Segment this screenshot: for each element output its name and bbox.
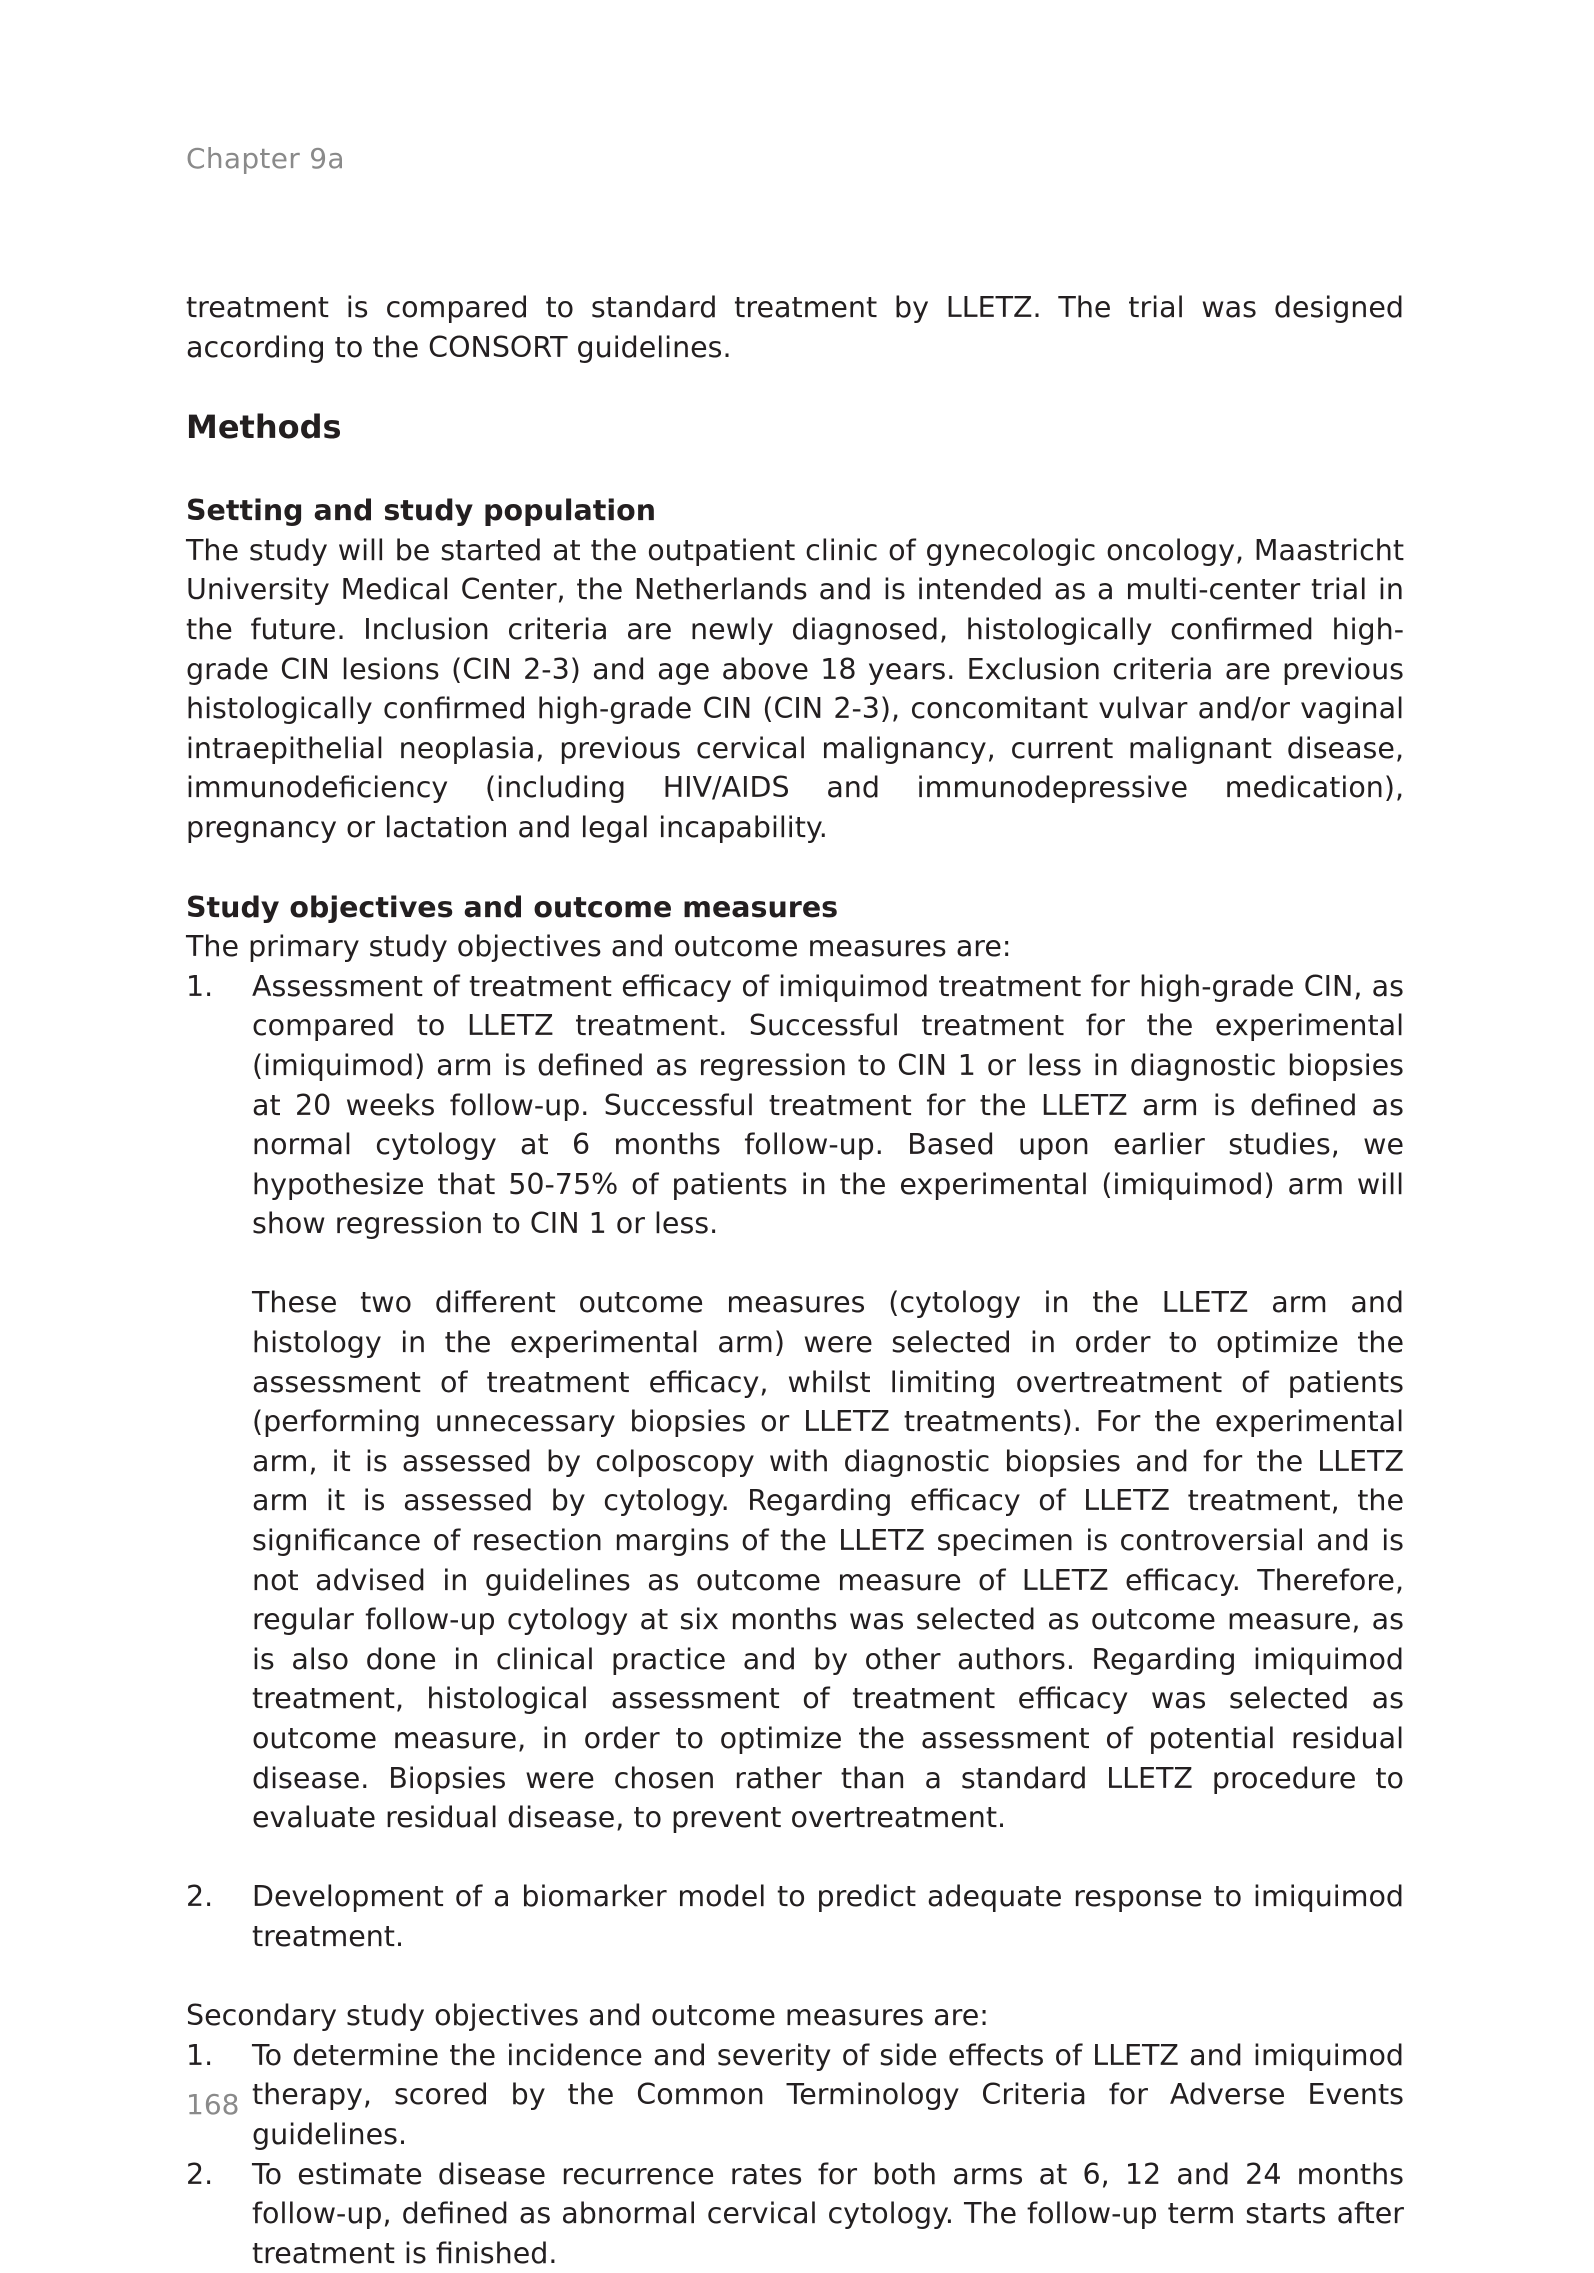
subheading-setting: Setting and study population [186,494,657,528]
page-number: 168 [186,2088,240,2121]
list-spacer [186,1838,1404,1878]
running-header: Chapter 9a [186,142,345,175]
list-number: 1. [186,2038,214,2072]
objectives-section [186,888,1404,2273]
list-item [186,2155,1404,2273]
list-item [186,967,1404,1838]
list-item-paragraph: Development of a biomarker model to predict adequate response to imiquimod treatment. [252,1880,1404,1953]
setting-section [186,491,1404,847]
list-number: 2. [186,1880,214,1914]
intro-paragraph: treatment is compared to standard treatment by LLETZ. The trial was designed according to the CONSORT guidelines. [186,291,1404,364]
setting-paragraph: The study will be started at the outpatient clinic of gynecologic oncology, Maastricht University Medical Center, the Netherlands and is intended as a multi-center trial in the future. Inclusion criteria are newly diagnosed, histologically confirmed high-grade CIN lesions (CIN 2-3) and age above 18 years. Exclusion criteria are previous histologically confirmed high-grade CIN (CIN 2-3), concomitant vulvar and/or vaginal intraepithelial neoplasia, previous cervical malignancy, current malignant disease, immunodeficiency (including HIV/AIDS and immunodepressive medication), pregnancy or lactation and legal incapability. [186,533,1404,844]
subheading-objectives: Study objectives and outcome measures [186,890,839,924]
spacer [186,1957,1404,1997]
list-item [186,2036,1404,2155]
list-item [186,1877,1404,1956]
list-number: 1. [186,969,214,1003]
list-item-paragraph: To determine the incidence and severity of side effects of LLETZ and imiquimod therapy, scored by the Common Terminology Criteria for Adverse Events guidelines. [252,2038,1404,2151]
secondary-objectives-list [186,2036,1404,2273]
secondary-intro: Secondary study objectives and outcome measures are: [186,1999,989,2033]
list-number: 2. [186,2157,214,2191]
section-heading-methods: Methods [186,408,342,447]
list-item-paragraph: To estimate disease recurrence rates for both arms at 6, 12 and 24 months follow-up, defined as abnormal cervical cytology. The follow-up term starts after treatment is finished. [252,2157,1404,2270]
primary-intro: The primary study objectives and outcome measures are: [186,930,1012,964]
list-item-paragraph: These two different outcome measures (cytology in the LLETZ arm and histology in the experimental arm) were selected in order to optimize the assessment of treatment efficacy, whilst limiting overtreatment of patients (performing unnecessary biopsies or LLETZ treatments). For the experimental arm, it is assessed by colposcopy with diagnostic biopsies and for the LLETZ arm it is assessed by cytology. Regarding efficacy of LLETZ treatment, the significance of resection margins of the LLETZ specimen is controversial and is not advised in guidelines as outcome measure of LLETZ efficacy. Therefore, regular follow-up cytology at six months was selected as outcome measure, as is also done in clinical practice and by other authors. Regarding imiquimod treatment, histological assessment of treatment efficacy was selected as outcome measure, in order to optimize the assessment of potential residual disease. Biopsies were chosen rather than a standard LLETZ procedure to evaluate residual disease, to prevent overtreatment. [252,1286,1404,1835]
list-item-paragraph: Assessment of treatment efficacy of imiquimod treatment for high-grade CIN, as compared to LLETZ treatment. Successful treatment for the experimental (imiquimod) arm is defined as regression to CIN 1 or less in diagnostic biopsies at 20 weeks follow-up. Successful treatment for the LLETZ arm is defined as normal cytology at 6 months follow-up. Based upon earlier studies, we hypothesize that 50-75% of patients in the experimental (imiquimod) arm will show regression to CIN 1 or less. [252,969,1404,1241]
body-text [186,288,1404,2273]
primary-objectives-list [186,967,1404,1957]
